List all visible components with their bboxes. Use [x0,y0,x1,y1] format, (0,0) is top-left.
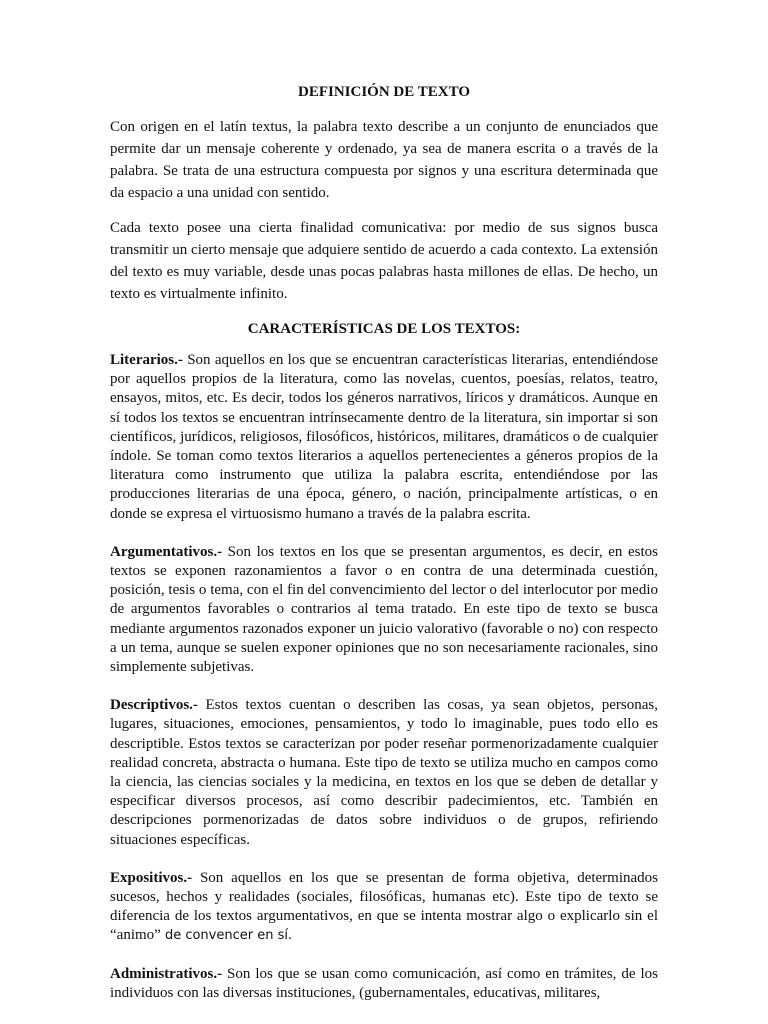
section-text: Son los textos en los que se presentan argumentos, es decir, en estos textos se exponen razonamientos a favor o en contra de una determinada cuestión, posición, tesis o tema, con el fin del convencimiento del lector o del interlocutor por medio de argumentos favorables o contrarios al tema tratado. En este tipo de texto se busca mediante argumentos razonados exponer un juicio valorativo (favorable o no) con respecto a un tema, aunque se suelen exponer opiniones que no son necesariamente racionales, sino simplemente subjetivas. [110,543,658,676]
section-term: Expositivos.- [110,869,193,886]
section-administrativos [110,965,658,1003]
section-paragraph [110,351,658,524]
section-term: Literarios.- [110,352,183,368]
section-paragraph [110,965,658,1003]
document-page [110,82,658,1022]
intro-paragraph-1: Con origen en el latín textus, la palabra texto describe a un conjunto de enunciados que permite dar un mensaje coherente y ordenado, ya sea de manera escrita o a través de la palabra. Se trata de una estructura compuesta por signos y una escritura determinada que da espacio a una unidad con sentido. [110,119,658,201]
section-argumentativos [110,543,658,677]
document-title: DEFINICIÓN DE TEXTO [298,84,470,100]
section-text: Son aquellos en los que se presentan de forma objetiva, determinados sucesos, hechos y realidades (sociales, filosóficas, humanas etc). Este tipo de texto se diferencia de los textos argumentativos, en que se intenta mostrar algo o explicarlo sin el “animo” [110,869,658,944]
section-text: Son los que se usan como comunicación, así como en trámites, de los individuos con las diversas instituciones, (gubernamentales, educativas, militares, [110,965,658,1001]
section-heading: CARACTERÍSTICAS DE LOS TEXTOS: [247,321,521,337]
section-paragraph [110,543,658,677]
section-literarios [110,351,658,524]
section-paragraph [110,696,658,850]
intro-paragraph-2: Cada texto posee una cierta finalidad comunicativa: por medio de sus signos busca transmitir un cierto mensaje que adquiere sentido de acuerdo a cada contexto. La extensión del texto es muy variable, desde unas pocas palabras hasta millones de ellas. De hecho, un texto es virtualmente infinito. [110,220,658,302]
section-paragraph [110,869,658,946]
section-term: Descriptivos.- [110,697,198,714]
section-expositivos [110,869,658,946]
section-text: Estos textos cuentan o describen las cosas, ya sean objetos, personas, lugares, situaciones, emociones, pensamientos, y todo lo imaginable, pues todo ello es descriptible. Estos textos se caracterizan por poder reseñar pormenorizadamente cualquier realidad concreta, abstracta o humana. Este tipo de texto se utiliza mucho en campos como la ciencia, las ciencias sociales y la medicina, en textos en los que se deben de detallar y especificar diversos procesos, así como describir padecimientos, etc. También en descripciones pormenorizadas de datos sobre individuos o de grupos, refiriendo situaciones específicas. [110,697,658,848]
section-term: Administrativos.- [110,965,223,982]
section-descriptivos [110,696,658,850]
section-text: Son aquellos en los que se encuentran características literarias, entendiéndose por aquellos propios de la literatura, como las novelas, cuentos, poesías, relatos, teatro, ensayos, mitos, etc. Es decir, todos los géneros narrativos, líricos y dramáticos. Aunque en sí todos los textos se encuentran intrínsecamente dentro de la literatura, sin importar si son científicos, jurídicos, religiosos, filosóficos, históricos, militares, dramáticos o de cualquier índole. Se toman como textos literarios a aquellos pertenecientes a géneros propios de la literatura como instrumento que utiliza la palabra escrita, entendiéndose por las producciones literarias de una época, género, o nación, principalmente artísticas, o en donde se expresa el virtuosismo humano a través de la palabra escrita. [110,352,658,522]
section-text-tail: de convencer en sí. [160,928,293,944]
section-term: Argumentativos.- [110,543,223,560]
